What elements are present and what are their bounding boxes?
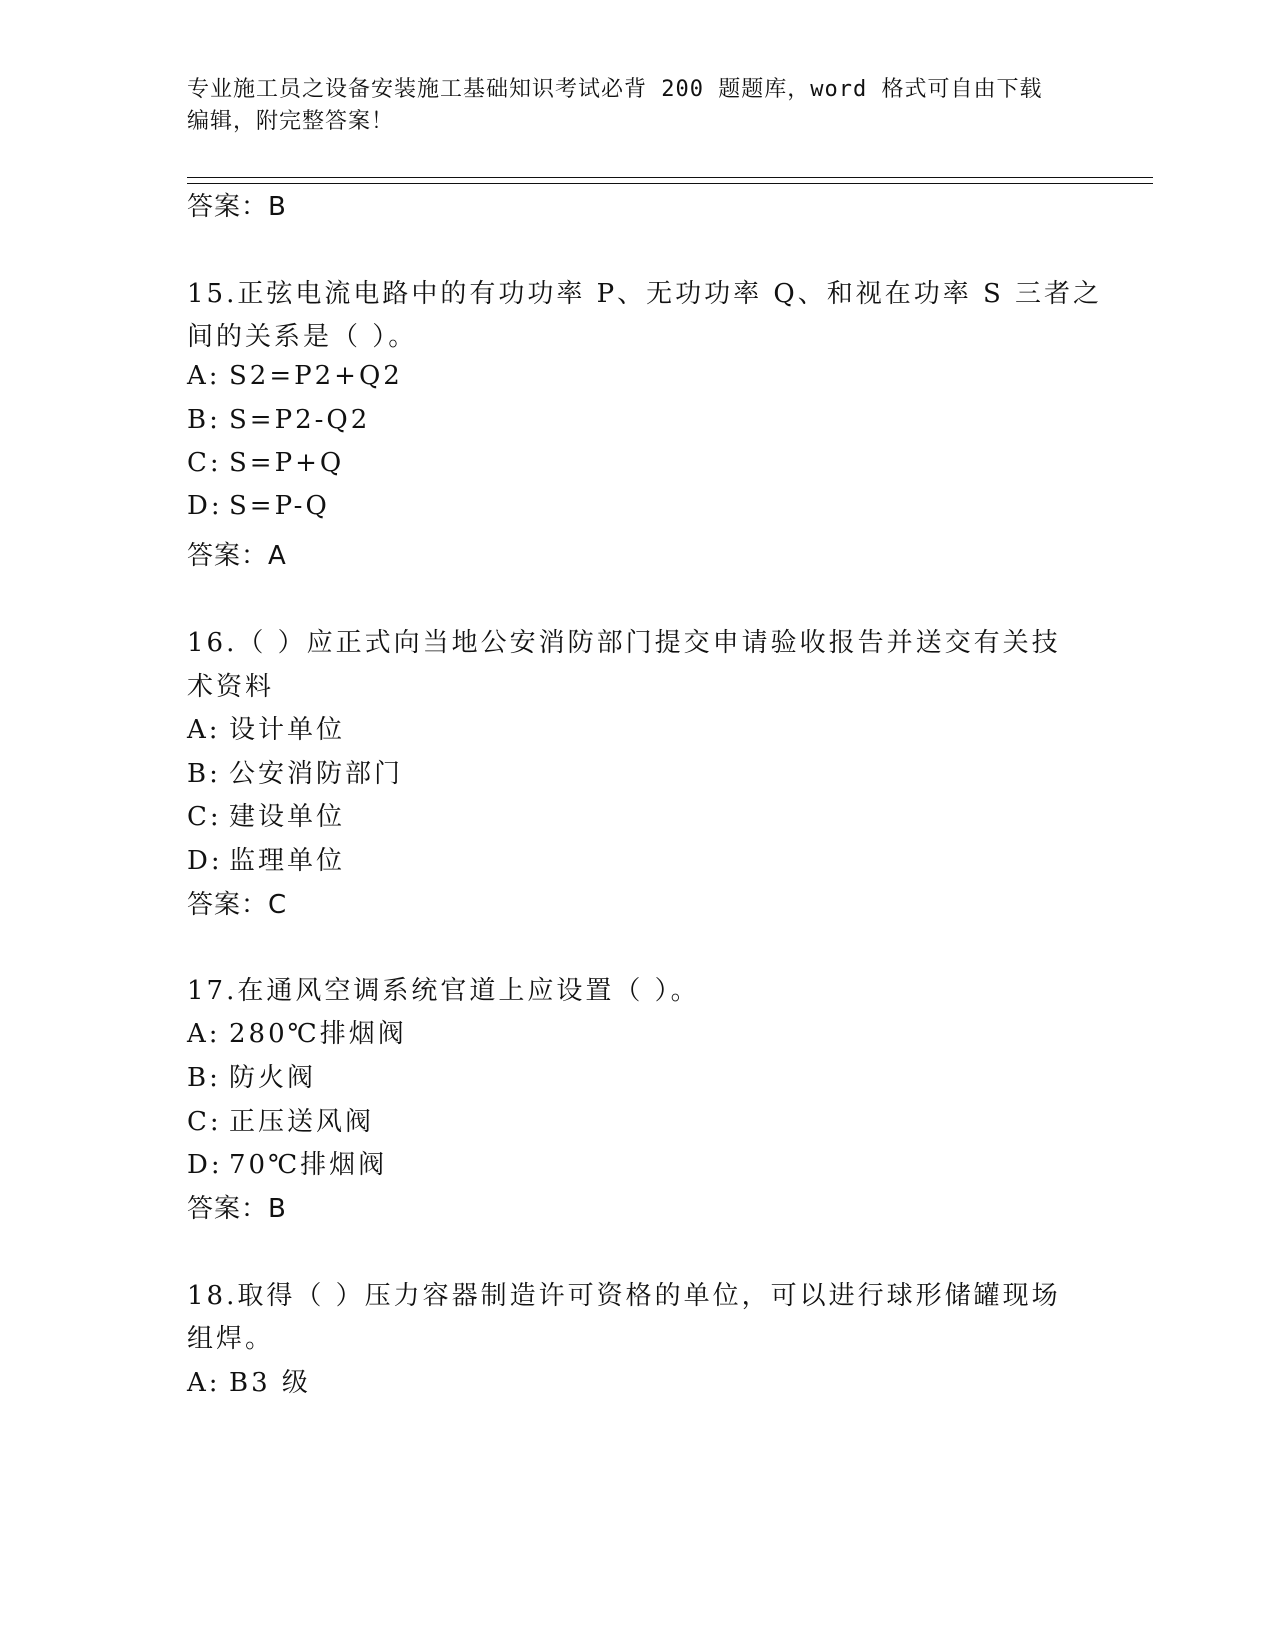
option-letter: C: bbox=[187, 448, 222, 478]
question-17-stem-line-1: 17.在通风空调系统官道上应设置（ ）。 bbox=[187, 976, 700, 1006]
question-16-option-b bbox=[187, 753, 403, 790]
previous-answer: 答案：B bbox=[187, 192, 287, 222]
option-letter: B: bbox=[187, 759, 221, 789]
question-15-stem-line-2: 间的关系是（ ）。 bbox=[187, 322, 418, 352]
option-letter: B: bbox=[187, 405, 221, 435]
option-letter: B: bbox=[187, 1063, 221, 1093]
question-16-option-d bbox=[187, 840, 345, 877]
question-16-option-c bbox=[187, 796, 345, 833]
option-text: 设计单位 bbox=[229, 715, 346, 745]
question-15-stem-line-1: 15.正弦电流电路中的有功功率 P、无功功率 Q、和视在功率 S 三者之 bbox=[187, 279, 1103, 309]
question-17-option-c bbox=[187, 1101, 374, 1138]
question-16-answer: 答案：C bbox=[187, 890, 288, 920]
question-18-option-a bbox=[187, 1362, 311, 1399]
question-17-option-b bbox=[187, 1057, 316, 1094]
option-text: 公安消防部门 bbox=[229, 759, 404, 789]
option-text: S=P+Q bbox=[229, 448, 345, 478]
question-15-option-c bbox=[187, 448, 344, 478]
question-15-option-d bbox=[187, 491, 330, 521]
question-16-stem-line-1: 16.（ ）应正式向当地公安消防部门提交申请验收报告并送交有关技 bbox=[187, 628, 1061, 658]
question-17-option-a bbox=[187, 1013, 407, 1050]
option-letter: D: bbox=[187, 491, 223, 521]
header-divider-top bbox=[187, 177, 1153, 178]
question-15-option-b bbox=[187, 405, 370, 435]
option-letter: D: bbox=[187, 1150, 223, 1180]
header-title-line-2: 编辑，附完整答案！ bbox=[187, 109, 395, 134]
option-letter: A: bbox=[187, 1019, 221, 1049]
header-divider-bottom bbox=[187, 183, 1153, 184]
question-18-stem-line-1: 18.取得（ ）压力容器制造许可资格的单位，可以进行球形储罐现场 bbox=[187, 1281, 1061, 1311]
option-text: S=P-Q bbox=[229, 491, 330, 521]
option-text: 70℃排烟阀 bbox=[229, 1150, 388, 1180]
option-letter: A: bbox=[187, 361, 221, 391]
document-header bbox=[187, 74, 1067, 138]
option-text: S=P2-Q2 bbox=[229, 405, 371, 435]
question-16-option-a bbox=[187, 709, 345, 746]
question-17-answer: 答案：B bbox=[187, 1194, 287, 1224]
option-text: 建设单位 bbox=[229, 802, 346, 832]
option-text: 280℃排烟阀 bbox=[229, 1019, 407, 1049]
option-letter: D: bbox=[187, 846, 223, 876]
question-15-answer: 答案：A bbox=[187, 541, 287, 571]
question-15-option-a bbox=[187, 361, 403, 391]
option-text: 防火阀 bbox=[229, 1063, 317, 1093]
header-title-line-1: 专业施工员之设备安装施工基础知识考试必背 200 题题库，word 格式可自由下载 bbox=[187, 77, 1043, 102]
option-text: B3 级 bbox=[229, 1368, 311, 1398]
question-16-stem-line-2: 术资料 bbox=[187, 672, 275, 702]
question-17-option-d bbox=[187, 1144, 387, 1181]
option-letter: C: bbox=[187, 1107, 222, 1137]
option-text: 正压送风阀 bbox=[229, 1107, 375, 1137]
option-letter: A: bbox=[187, 715, 221, 745]
option-letter: C: bbox=[187, 802, 222, 832]
option-text: S2=P2+Q2 bbox=[229, 361, 403, 391]
question-18-stem-line-2: 组焊。 bbox=[187, 1324, 275, 1354]
option-letter: A: bbox=[187, 1368, 221, 1398]
option-text: 监理单位 bbox=[229, 846, 346, 876]
